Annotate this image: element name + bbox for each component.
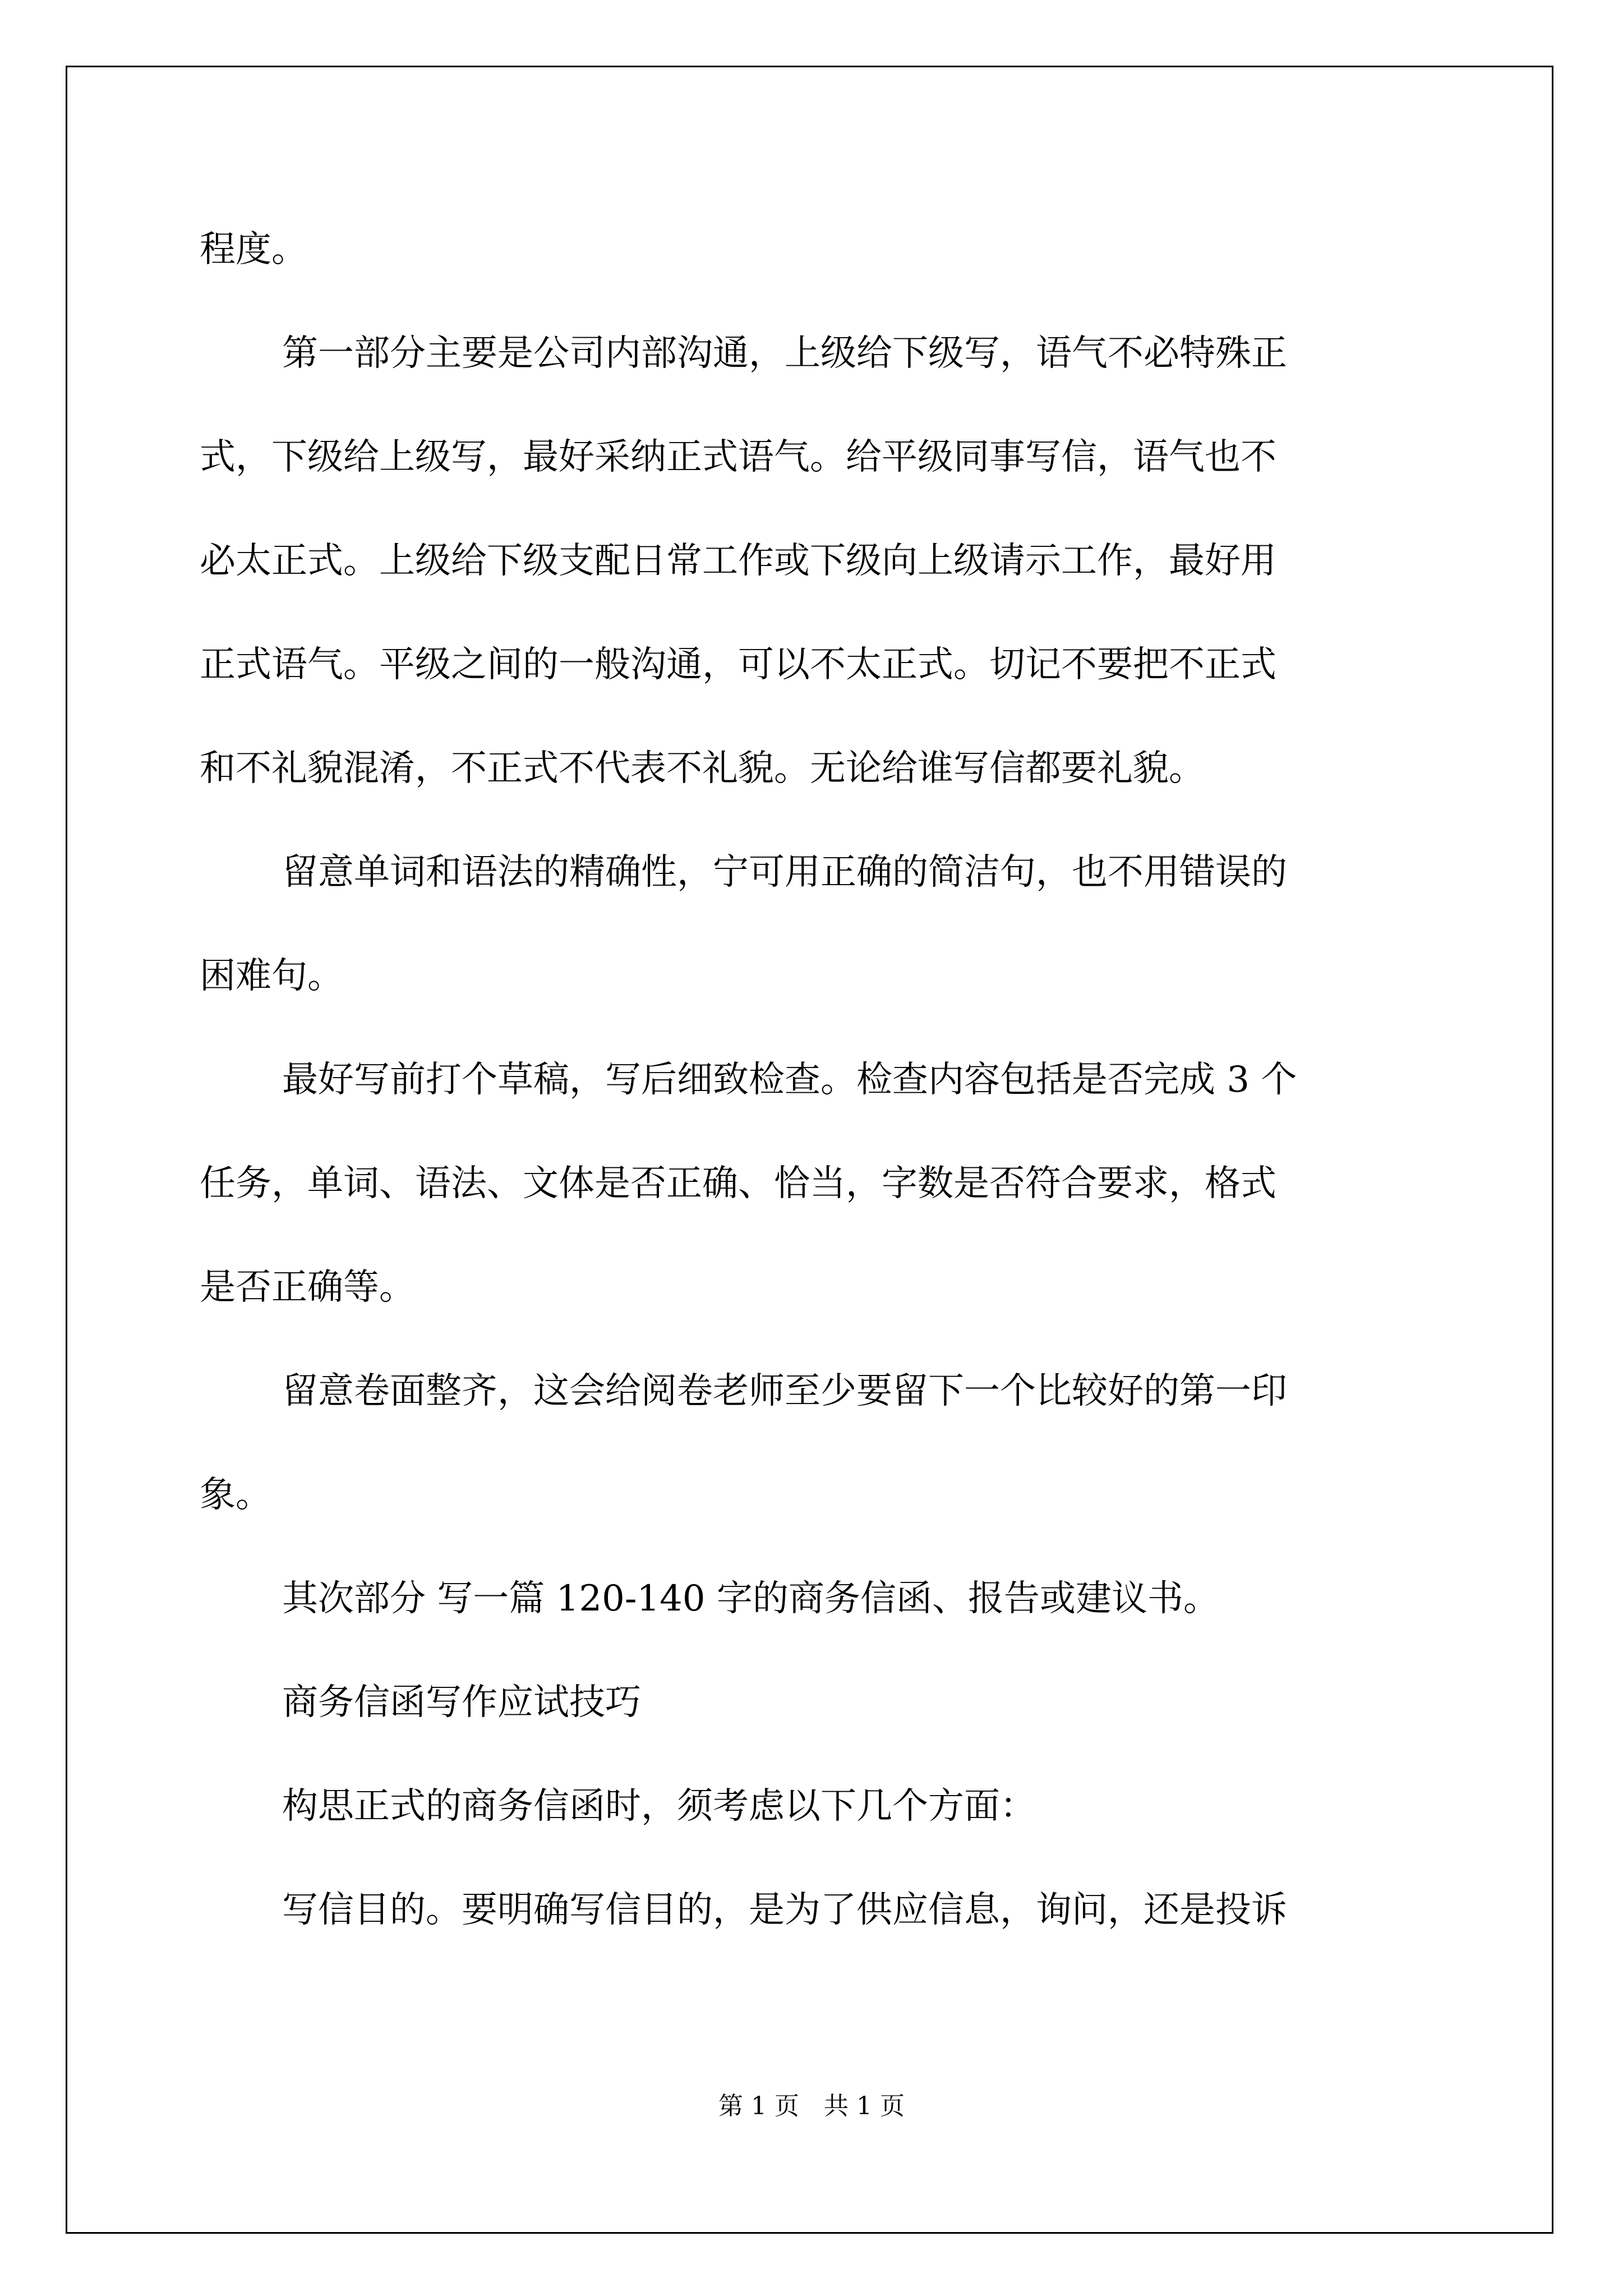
text-line: 式，下级给上级写，最好采纳正式语气。给平级同事写信，语气也不 xyxy=(200,436,1276,478)
paragraph-line: 构思正式的商务信函时，须考虑以下几个方面： xyxy=(282,1786,1036,1827)
text-line: 和不礼貌混淆，不正式不代表不礼貌。无论给谁写信都要礼貌。 xyxy=(200,748,1205,789)
text-line: 程度。 xyxy=(200,229,307,270)
text-line: 正式语气。平级之间的一般沟通，可以不太正式。切记不要把不正式 xyxy=(200,644,1276,685)
paragraph-line: 最好写前打个草稿，写后细致检查。检查内容包括是否完成 3 个 xyxy=(282,1059,1297,1101)
paragraph-line: 其次部分 写一篇 120-140 字的商务信函、报告或建议书。 xyxy=(282,1578,1219,1619)
section-heading: 商务信函写作应试技巧 xyxy=(282,1682,641,1723)
text-line: 必太正式。上级给下级支配日常工作或下级向上级请示工作，最好用 xyxy=(200,540,1276,582)
text-line: 困难句。 xyxy=(200,955,343,997)
page-footer: 第 1 页 共 1 页 xyxy=(718,2092,905,2120)
text-line: 是否正确等。 xyxy=(200,1267,415,1308)
paragraph-line: 第一部分主要是公司内部沟通，上级给下级写，语气不必特殊正 xyxy=(282,333,1287,374)
paragraph-line: 写信目的。要明确写信目的，是为了供应信息，询问，还是投诉 xyxy=(282,1889,1287,1931)
text-line: 象。 xyxy=(200,1474,271,1516)
paragraph-line: 留意单词和语法的精确性，宁可用正确的简洁句，也不用错误的 xyxy=(282,852,1287,893)
text-line: 任务，单词、语法、文体是否正确、恰当，字数是否符合要求，格式 xyxy=(200,1163,1276,1204)
paragraph-line: 留意卷面整齐，这会给阅卷老师至少要留下一个比较好的第一印 xyxy=(282,1370,1287,1412)
